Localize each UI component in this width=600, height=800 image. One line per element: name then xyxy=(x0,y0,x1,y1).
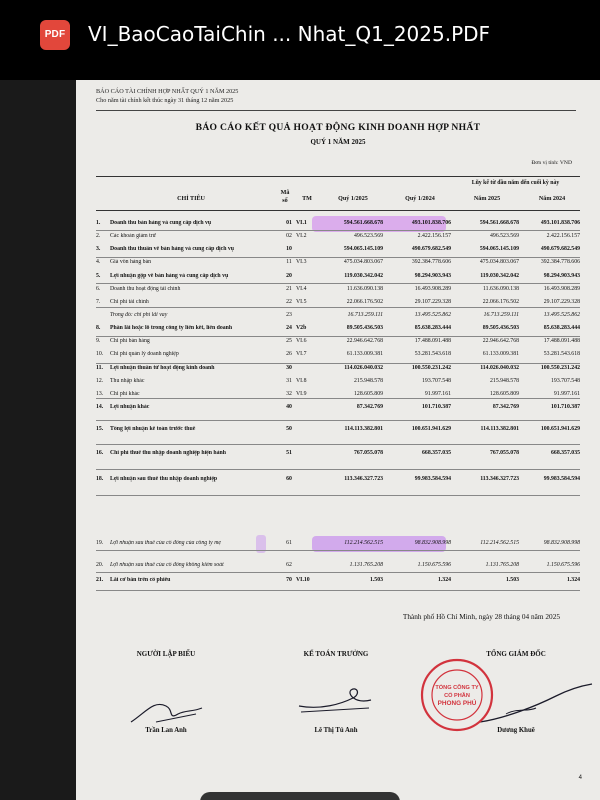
table-row xyxy=(96,404,580,416)
row-code: 51 xyxy=(286,450,292,456)
row-y2025: 767.055.078 xyxy=(490,450,519,456)
table-header-rule xyxy=(96,210,580,211)
svg-text:CỔ PHẦN: CỔ PHẦN xyxy=(444,693,470,699)
row-y2024: 668.357.035 xyxy=(551,450,580,456)
row-y2024: 99.983.584.594 xyxy=(543,476,580,482)
row-note: VI.3 xyxy=(296,259,307,265)
row-q1-2025: 16.713.259.111 xyxy=(347,312,383,318)
row-y2025: 22.066.176.502 xyxy=(482,299,519,305)
row-indicator: Các khoản giảm trừ xyxy=(110,233,156,239)
row-y2024: 16.493.908.289 xyxy=(543,286,580,292)
row-q1-2024: 85.638.283.444 xyxy=(414,325,451,331)
col-q1-2024: Quý 1/2024 xyxy=(405,196,435,202)
row-divider xyxy=(96,336,580,337)
row-code: 23 xyxy=(286,312,292,318)
row-note: VI.1 xyxy=(296,220,307,226)
row-y2025: 128.605.809 xyxy=(490,391,519,397)
row-q1-2024: 91.997.161 xyxy=(424,391,451,397)
row-q1-2024: 98.294.903.943 xyxy=(414,273,451,279)
table-row xyxy=(96,476,580,488)
row-y2025: 1.131.765.208 xyxy=(485,562,519,568)
row-q1-2024: 17.488.091.488 xyxy=(414,338,451,344)
row-q1-2024: 53.281.543.618 xyxy=(414,351,451,357)
company-stamp-icon xyxy=(420,658,494,732)
row-q1-2024: 98.832.908.998 xyxy=(414,540,451,546)
row-indicator: Chi phí tài chính xyxy=(110,299,149,305)
row-indicator: Lợi nhuận sau thuế của cổ đông của công ty mẹ xyxy=(110,540,221,546)
row-number: 11. xyxy=(96,365,103,371)
row-y2025: 89.505.436.503 xyxy=(482,325,519,331)
preparer-title: NGƯỜI LẬP BIỂU xyxy=(136,650,196,658)
row-y2024: 53.281.543.618 xyxy=(543,351,580,357)
row-q1-2025: 119.030.342.042 xyxy=(344,273,383,279)
row-code: 30 xyxy=(286,365,292,371)
row-code: 21 xyxy=(286,286,292,292)
row-q1-2024: 99.983.584.594 xyxy=(414,476,451,482)
pdf-file-icon: PDF xyxy=(40,20,70,50)
row-q1-2025: 114.113.382.801 xyxy=(344,426,383,432)
row-code: 26 xyxy=(286,351,292,357)
row-y2025: 215.948.578 xyxy=(490,378,519,384)
row-y2024: 493.101.838.706 xyxy=(540,220,580,226)
row-indicator: Chi phí khác xyxy=(110,391,140,397)
row-code: 40 xyxy=(286,404,292,410)
accountant-signature xyxy=(291,680,381,720)
row-y2025: 1.503 xyxy=(505,577,519,583)
report-subtitle: QUÝ 1 NĂM 2025 xyxy=(310,138,366,146)
row-note: VI.6 xyxy=(296,338,307,344)
row-y2025: 114.026.040.032 xyxy=(480,365,519,371)
row-q1-2025: 767.055.078 xyxy=(354,450,383,456)
row-number: 6. xyxy=(96,286,101,292)
doc-header-line2: Cho năm tài chính kết thúc ngày 31 tháng 12 năm 2025 xyxy=(96,97,234,104)
row-y2025: 496.523.569 xyxy=(490,233,519,239)
col-y2025: Năm 2025 xyxy=(473,196,501,202)
row-divider xyxy=(96,283,580,284)
svg-text:PHONG PHÚ: PHONG PHÚ xyxy=(437,700,477,707)
row-divider xyxy=(96,398,580,399)
row-divider xyxy=(96,495,580,496)
row-q1-2024: 2.422.156.157 xyxy=(417,233,451,239)
row-y2025: 61.133.009.381 xyxy=(482,351,519,357)
row-number: 16. xyxy=(96,450,104,456)
row-q1-2024: 490.679.682.549 xyxy=(411,246,451,252)
row-indicator: Trong đó: chi phí lãi vay xyxy=(110,312,168,318)
col-code: Mã số xyxy=(280,190,290,204)
preparer-name: Trần Lan Anh xyxy=(145,727,187,734)
row-q1-2025: 215.948.578 xyxy=(354,378,383,384)
row-number: 8. xyxy=(96,325,101,331)
row-note: VI.5 xyxy=(296,299,307,305)
row-y2025: 114.113.382.801 xyxy=(480,426,519,432)
row-q1-2024: 101.710.387 xyxy=(422,404,451,410)
table-row xyxy=(96,233,580,245)
row-indicator: Lợi nhuận sau thuế của cổ đông không kiểm soát xyxy=(110,562,224,568)
row-number: 13. xyxy=(96,391,104,397)
row-y2024: 490.679.682.549 xyxy=(540,246,580,252)
row-indicator: Giá vốn hàng bán xyxy=(110,259,152,265)
table-row xyxy=(96,391,580,403)
row-number: 15. xyxy=(96,426,104,432)
row-y2024: 2.422.156.157 xyxy=(546,233,580,239)
table-top-rule xyxy=(96,176,580,177)
row-indicator: Tổng lợi nhuận kế toán trước thuế xyxy=(110,426,196,432)
row-y2024: 91.997.161 xyxy=(553,391,580,397)
unit-note: Đơn vị tính: VND xyxy=(531,160,572,166)
row-code: 01 xyxy=(286,220,292,226)
table-row xyxy=(96,351,580,363)
row-q1-2025: 61.133.009.381 xyxy=(346,351,383,357)
row-number: 20. xyxy=(96,562,104,568)
row-indicator: Doanh thu thuần về bán hàng và cung cấp dịch vụ xyxy=(110,246,235,252)
row-y2025: 594.561.668.678 xyxy=(479,220,519,226)
row-number: 18. xyxy=(96,476,104,482)
row-y2024: 13.495.525.862 xyxy=(543,312,580,318)
document-page[interactable] xyxy=(76,80,600,800)
file-title[interactable]: VI_BaoCaoTaiChin ... Nhat_Q1_2025.PDF xyxy=(88,22,491,46)
accumulated-header: Lũy kế từ đầu năm đến cuối kỳ này xyxy=(471,180,560,186)
row-code: 60 xyxy=(286,476,292,482)
row-q1-2025: 594.065.145.109 xyxy=(343,246,383,252)
row-y2025: 112.214.562.515 xyxy=(480,540,519,546)
header-divider xyxy=(96,110,576,111)
row-q1-2025: 1.131.765.208 xyxy=(349,562,383,568)
row-indicator: Lợi nhuận gộp về bán hàng và cung cấp dịch vụ xyxy=(110,273,229,279)
row-code: 22 xyxy=(286,299,292,305)
row-divider xyxy=(96,444,580,445)
accountant-name: Lê Thị Tú Anh xyxy=(314,727,358,734)
page-margin-shadow xyxy=(0,80,76,800)
row-q1-2025: 87.342.769 xyxy=(356,404,383,410)
row-q1-2025: 89.505.436.503 xyxy=(346,325,383,331)
row-y2024: 392.384.778.606 xyxy=(540,259,580,265)
row-y2024: 193.707.548 xyxy=(551,378,580,384)
row-note: VI.10 xyxy=(296,577,310,583)
row-number: 19. xyxy=(96,540,104,546)
row-divider xyxy=(96,572,580,573)
row-divider xyxy=(96,230,580,231)
row-y2025: 475.034.803.067 xyxy=(479,259,519,265)
row-number: 21. xyxy=(96,577,104,583)
row-indicator: Lãi cơ bản trên cổ phiếu xyxy=(110,577,171,583)
table-row xyxy=(96,577,580,589)
row-number: 14. xyxy=(96,404,104,410)
home-indicator[interactable] xyxy=(200,792,400,800)
row-y2024: 85.638.283.444 xyxy=(543,325,580,331)
viewer-toolbar xyxy=(0,0,600,70)
row-q1-2025: 11.636.090.138 xyxy=(346,286,383,292)
row-q1-2024: 392.384.778.606 xyxy=(411,259,451,265)
row-q1-2025: 112.214.562.515 xyxy=(344,540,383,546)
report-title: BÁO CÁO KẾT QUẢ HOẠT ĐỘNG KINH DOANH HỢP NHẤT xyxy=(195,122,481,133)
place-date: Thành phố Hồ Chí Minh, ngày 28 tháng 04 năm 2025 xyxy=(402,612,560,621)
col-q1-2025: Quý 1/2025 xyxy=(338,196,368,202)
table-row xyxy=(96,365,580,377)
row-code: 61 xyxy=(286,540,292,546)
row-q1-2024: 1.150.675.596 xyxy=(417,562,451,568)
row-number: 12. xyxy=(96,378,104,384)
row-y2024: 17.488.091.488 xyxy=(543,338,580,344)
row-divider xyxy=(96,590,580,591)
row-q1-2025: 128.605.809 xyxy=(354,391,383,397)
col-indicator: CHỈ TIÊU xyxy=(177,196,205,202)
table-row xyxy=(96,378,580,390)
row-indicator: Chi phí bán hàng xyxy=(110,338,150,344)
row-q1-2025: 475.034.803.067 xyxy=(343,259,383,265)
row-number: 9. xyxy=(96,338,101,344)
col-note: TM xyxy=(302,196,312,202)
row-y2025: 87.342.769 xyxy=(492,404,519,410)
row-note: V2b xyxy=(296,325,307,331)
row-note: VI.9 xyxy=(296,391,307,397)
table-row xyxy=(96,259,580,271)
row-y2025: 22.946.642.768 xyxy=(482,338,519,344)
row-code: 31 xyxy=(286,378,292,384)
row-y2024: 100.651.941.629 xyxy=(540,426,580,432)
row-y2025: 16.713.259.111 xyxy=(483,312,519,318)
row-y2024: 101.710.387 xyxy=(551,404,580,410)
row-q1-2024: 193.707.548 xyxy=(422,378,451,384)
row-q1-2025: 113.346.327.723 xyxy=(344,476,383,482)
row-note: VI.7 xyxy=(296,351,307,357)
row-q1-2024: 1.324 xyxy=(437,577,451,583)
row-divider xyxy=(96,420,580,421)
director-name: Dương Khuê xyxy=(497,727,535,734)
table-row xyxy=(96,299,580,311)
row-indicator: Doanh thu hoạt động tài chính xyxy=(110,286,181,292)
row-number: 5. xyxy=(96,273,101,279)
row-number: 1. xyxy=(96,220,101,226)
accountant-title: KẾ TOÁN TRƯỞNG xyxy=(303,650,369,658)
row-note: VI.2 xyxy=(296,233,307,239)
row-number: 7. xyxy=(96,299,101,305)
row-divider xyxy=(96,363,580,364)
row-code: 24 xyxy=(286,325,292,331)
row-divider xyxy=(96,307,580,308)
table-row xyxy=(96,312,580,324)
row-y2024: 100.550.231.242 xyxy=(540,365,580,371)
row-note: VI.4 xyxy=(296,286,307,292)
col-y2024: Năm 2024 xyxy=(538,196,566,202)
row-code: 20 xyxy=(286,273,292,279)
row-note: VI.8 xyxy=(296,378,307,384)
row-code: 32 xyxy=(286,391,292,397)
row-q1-2025: 114.026.040.032 xyxy=(344,365,383,371)
row-divider xyxy=(96,257,580,258)
row-y2025: 119.030.342.042 xyxy=(480,273,519,279)
row-y2024: 29.107.229.328 xyxy=(543,299,580,305)
row-divider xyxy=(96,469,580,470)
row-indicator: Chi phí thuế thu nhập doanh nghiệp hiện hành xyxy=(110,450,226,456)
row-y2025: 594.065.145.109 xyxy=(479,246,519,252)
row-number: 4. xyxy=(96,259,101,265)
row-q1-2025: 22.946.642.768 xyxy=(346,338,383,344)
row-y2024: 1.150.675.596 xyxy=(546,562,580,568)
row-q1-2025: 594.561.668.678 xyxy=(343,220,383,226)
row-q1-2024: 668.357.035 xyxy=(422,450,451,456)
row-number: 10. xyxy=(96,351,104,357)
row-q1-2024: 29.107.229.328 xyxy=(414,299,451,305)
row-indicator: Thu nhập khác xyxy=(110,378,145,384)
row-code: 70 xyxy=(286,577,292,583)
table-row xyxy=(96,338,580,350)
page-number: 4 xyxy=(578,775,582,781)
row-number: 3. xyxy=(96,246,101,252)
row-q1-2024: 100.550.231.242 xyxy=(411,365,451,371)
row-code: 50 xyxy=(286,426,292,432)
table-row xyxy=(96,286,580,298)
row-y2024: 98.294.903.943 xyxy=(543,273,580,279)
row-indicator: Doanh thu bán hàng và cung cấp dịch vụ xyxy=(110,220,212,226)
table-row xyxy=(96,426,580,438)
row-q1-2025: 1.503 xyxy=(369,577,383,583)
row-code: 11 xyxy=(286,259,292,265)
director-title: TỔNG GIÁM ĐỐC xyxy=(486,650,546,658)
row-code: 25 xyxy=(286,338,292,344)
row-indicator: Phần lãi hoặc lỗ trong công ty liên kết, liên doanh xyxy=(110,325,233,331)
doc-header-line1: BÁO CÁO TÀI CHÍNH HỢP NHẤT QUÝ 1 NĂM 2025 xyxy=(96,88,239,95)
table-row xyxy=(96,450,580,462)
row-q1-2025: 22.066.176.502 xyxy=(346,299,383,305)
row-y2024: 98.832.908.998 xyxy=(543,540,580,546)
row-code: 02 xyxy=(286,233,292,239)
row-indicator: Lợi nhuận khác xyxy=(110,404,150,410)
row-indicator: Lợi nhuận thuần từ hoạt động kinh doanh xyxy=(110,365,215,371)
row-q1-2024: 13.495.525.862 xyxy=(414,312,451,318)
row-q1-2025: 496.523.569 xyxy=(354,233,383,239)
svg-text:TỔNG CÔNG TY: TỔNG CÔNG TY xyxy=(435,685,479,691)
row-indicator: Chi phí quản lý doanh nghiệp xyxy=(110,351,179,357)
row-code: 10 xyxy=(286,246,292,252)
row-number: 2. xyxy=(96,233,101,239)
row-code: 62 xyxy=(286,562,292,568)
row-y2025: 113.346.327.723 xyxy=(480,476,519,482)
row-q1-2024: 493.101.838.706 xyxy=(411,220,451,226)
row-y2025: 11.636.090.138 xyxy=(482,286,519,292)
director-signature xyxy=(476,678,596,728)
preparer-signature xyxy=(126,692,216,728)
row-q1-2024: 16.493.908.289 xyxy=(414,286,451,292)
row-indicator: Lợi nhuận sau thuế thu nhập doanh nghiệp xyxy=(110,476,218,482)
row-y2024: 1.324 xyxy=(566,577,580,583)
row-q1-2024: 100.651.941.629 xyxy=(411,426,451,432)
row-divider xyxy=(96,550,580,551)
